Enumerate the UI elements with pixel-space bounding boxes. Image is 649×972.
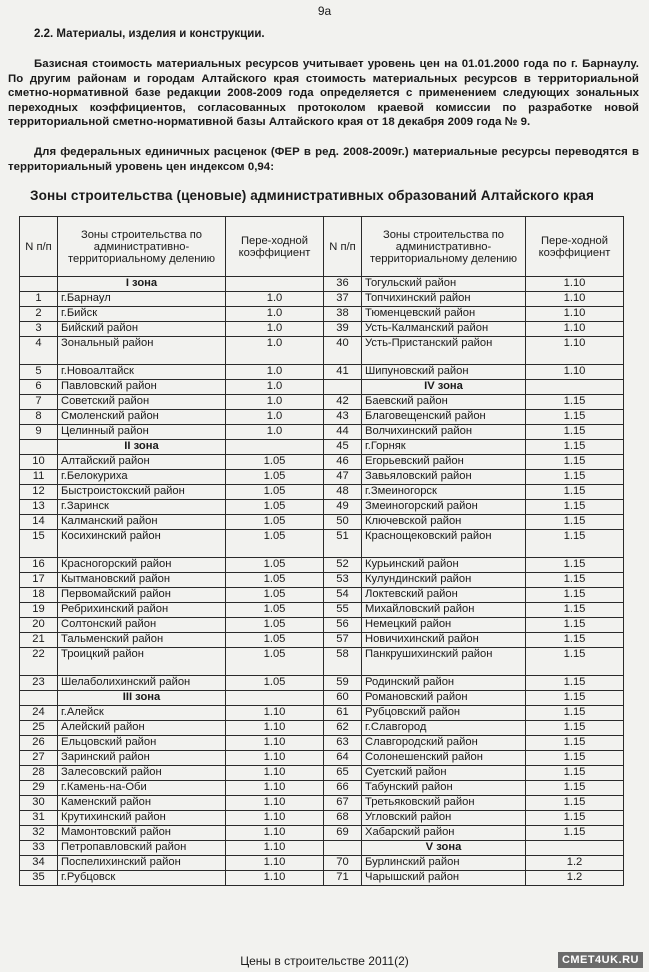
- coefficient: 1.15: [526, 588, 624, 603]
- coefficient: 1.15: [526, 410, 624, 425]
- coefficient: 1.10: [526, 365, 624, 380]
- table-row: [20, 871, 624, 886]
- empty-cell: [226, 277, 324, 292]
- empty-cell: [324, 380, 362, 395]
- district-name: г.Белокуриха: [58, 470, 226, 485]
- table-row: [20, 380, 624, 395]
- coefficient: 1.15: [526, 721, 624, 736]
- district-name: Шипуновский район: [362, 365, 526, 380]
- empty-cell: [526, 380, 624, 395]
- district-name: Благовещенский район: [362, 410, 526, 425]
- empty-cell: [20, 691, 58, 706]
- district-name: Бурлинский район: [362, 856, 526, 871]
- coefficient: 1.15: [526, 395, 624, 410]
- coefficient: 1.05: [226, 530, 324, 558]
- coefficient: 1.10: [226, 826, 324, 841]
- coefficient: 1.2: [526, 856, 624, 871]
- watermark-logo: СМЕТ4UK.RU: [558, 952, 643, 968]
- table-row: [20, 676, 624, 691]
- row-number: 51: [324, 530, 362, 558]
- row-number: 24: [20, 706, 58, 721]
- table-row: [20, 573, 624, 588]
- row-number: 55: [324, 603, 362, 618]
- district-name: Советский район: [58, 395, 226, 410]
- coefficient: 1.15: [526, 706, 624, 721]
- coefficient: 1.0: [226, 380, 324, 395]
- row-number: 32: [20, 826, 58, 841]
- row-number: 2: [20, 307, 58, 322]
- coefficient: 1.0: [226, 307, 324, 322]
- district-name: Алейский район: [58, 721, 226, 736]
- district-name: Солонешенский район: [362, 751, 526, 766]
- row-number: 39: [324, 322, 362, 337]
- table-row: [20, 706, 624, 721]
- coefficient: 1.15: [526, 751, 624, 766]
- coefficient: 1.10: [226, 721, 324, 736]
- table-row: [20, 307, 624, 322]
- coefficient: 1.15: [526, 485, 624, 500]
- row-number: 10: [20, 455, 58, 470]
- district-name: Локтевский район: [362, 588, 526, 603]
- district-name: Мамонтовский район: [58, 826, 226, 841]
- row-number: 13: [20, 500, 58, 515]
- coefficient: 1.10: [226, 796, 324, 811]
- coefficient: 1.2: [526, 871, 624, 886]
- table-row: [20, 440, 624, 455]
- district-name: Поспелихинский район: [58, 856, 226, 871]
- district-name: г.Камень-на-Оби: [58, 781, 226, 796]
- row-number: 49: [324, 500, 362, 515]
- coefficient: 1.10: [226, 781, 324, 796]
- row-number: 50: [324, 515, 362, 530]
- row-number: 28: [20, 766, 58, 781]
- row-number: 8: [20, 410, 58, 425]
- table-row: [20, 648, 624, 676]
- row-number: 56: [324, 618, 362, 633]
- row-number: 63: [324, 736, 362, 751]
- coefficient: 1.15: [526, 766, 624, 781]
- district-name: Немецкий район: [362, 618, 526, 633]
- district-name: Быстроистокский район: [58, 485, 226, 500]
- row-number: 14: [20, 515, 58, 530]
- district-name: Ребрихинский район: [58, 603, 226, 618]
- district-name: г.Алейск: [58, 706, 226, 721]
- table-row: [20, 515, 624, 530]
- table-row: [20, 485, 624, 500]
- empty-cell: [324, 841, 362, 856]
- district-name: Новичихинский район: [362, 633, 526, 648]
- coefficient: 1.15: [526, 603, 624, 618]
- coefficient: 1.0: [226, 365, 324, 380]
- coefficient: 1.05: [226, 500, 324, 515]
- row-number: 36: [324, 277, 362, 292]
- coefficient: 1.10: [526, 307, 624, 322]
- row-number: 58: [324, 648, 362, 676]
- district-name: Баевский район: [362, 395, 526, 410]
- district-name: Усть-Пристанский район: [362, 337, 526, 365]
- table-header-row: [20, 217, 624, 277]
- zones-table: [19, 216, 624, 886]
- district-name: Романовский район: [362, 691, 526, 706]
- table-row: [20, 618, 624, 633]
- district-name: Хабарский район: [362, 826, 526, 841]
- row-number: 35: [20, 871, 58, 886]
- row-number: 11: [20, 470, 58, 485]
- row-number: 5: [20, 365, 58, 380]
- table-row: [20, 811, 624, 826]
- coefficient: 1.10: [226, 751, 324, 766]
- coefficient: 1.15: [526, 781, 624, 796]
- table-row: [20, 766, 624, 781]
- row-number: 47: [324, 470, 362, 485]
- district-name: Смоленский район: [58, 410, 226, 425]
- district-name: Егорьевский район: [362, 455, 526, 470]
- row-number: 60: [324, 691, 362, 706]
- district-name: Змеиногорский район: [362, 500, 526, 515]
- district-name: Чарышский район: [362, 871, 526, 886]
- district-name: Троицкий район: [58, 648, 226, 676]
- page-number: 9а: [317, 4, 332, 18]
- coefficient: 1.05: [226, 648, 324, 676]
- district-name: Волчихинский район: [362, 425, 526, 440]
- row-number: 65: [324, 766, 362, 781]
- table-row: [20, 395, 624, 410]
- coefficient: 1.15: [526, 515, 624, 530]
- header-coef-right: Пере-ходной коэффициент: [526, 217, 624, 277]
- district-name: Славгородский район: [362, 736, 526, 751]
- row-number: 69: [324, 826, 362, 841]
- row-number: 59: [324, 676, 362, 691]
- row-number: 4: [20, 337, 58, 365]
- table-row: [20, 841, 624, 856]
- district-name: Тюменцевский район: [362, 307, 526, 322]
- row-number: 38: [324, 307, 362, 322]
- district-name: г.Горняк: [362, 440, 526, 455]
- paragraph-base-cost: Базисная стоимость материальных ресурсов учитывает уровень цен на 01.01.2000 года по г. Барнаулу. По другим районам и городам Алтайского края стоимость материальных ресурсов в территориальной сметно-нормативной базе редакции 2008-2009 года определяется с применением следующих зональных переходных коэффициентов, согласованных протоколом краевой комиссии по разработке новой территориальной сметно-нормативной базы Алтайского края от 18 декабря 2009 года № 9.: [8, 58, 639, 129]
- coefficient: 1.15: [526, 470, 624, 485]
- coefficient: 1.0: [226, 425, 324, 440]
- district-name: г.Бийск: [58, 307, 226, 322]
- row-number: 48: [324, 485, 362, 500]
- table-row: [20, 365, 624, 380]
- row-number: 52: [324, 558, 362, 573]
- table-row: [20, 455, 624, 470]
- row-number: 7: [20, 395, 58, 410]
- row-number: 61: [324, 706, 362, 721]
- district-name: Топчихинский район: [362, 292, 526, 307]
- row-number: 33: [20, 841, 58, 856]
- coefficient: 1.10: [226, 811, 324, 826]
- zone-heading: V зона: [362, 841, 526, 856]
- coefficient: 1.10: [526, 292, 624, 307]
- district-name: Красногорский район: [58, 558, 226, 573]
- district-name: Калманский район: [58, 515, 226, 530]
- district-name: Тальменский район: [58, 633, 226, 648]
- district-name: Кулундинский район: [362, 573, 526, 588]
- row-number: 64: [324, 751, 362, 766]
- empty-cell: [20, 440, 58, 455]
- row-number: 26: [20, 736, 58, 751]
- coefficient: 1.05: [226, 470, 324, 485]
- district-name: Залесовский район: [58, 766, 226, 781]
- table-caption: Зоны строительства (ценовые) административных образований Алтайского края: [30, 188, 594, 203]
- table-row: [20, 603, 624, 618]
- row-number: 70: [324, 856, 362, 871]
- footer-text: Цены в строительстве 2011(2): [240, 954, 409, 968]
- row-number: 53: [324, 573, 362, 588]
- table-row: [20, 633, 624, 648]
- district-name: Угловский район: [362, 811, 526, 826]
- empty-cell: [20, 277, 58, 292]
- row-number: 3: [20, 322, 58, 337]
- row-number: 27: [20, 751, 58, 766]
- district-name: Павловский район: [58, 380, 226, 395]
- row-number: 45: [324, 440, 362, 455]
- coefficient: 1.10: [526, 322, 624, 337]
- row-number: 37: [324, 292, 362, 307]
- coefficient: 1.10: [526, 277, 624, 292]
- coefficient: 1.10: [526, 337, 624, 365]
- district-name: Рубцовский район: [362, 706, 526, 721]
- coefficient: 1.05: [226, 633, 324, 648]
- table-row: [20, 721, 624, 736]
- empty-cell: [526, 841, 624, 856]
- district-name: Каменский район: [58, 796, 226, 811]
- coefficient: 1.15: [526, 826, 624, 841]
- row-number: 54: [324, 588, 362, 603]
- table-row: [20, 277, 624, 292]
- district-name: Михайловский район: [362, 603, 526, 618]
- district-name: г.Новоалтайск: [58, 365, 226, 380]
- row-number: 15: [20, 530, 58, 558]
- table-row: [20, 292, 624, 307]
- district-name: Ельцовский район: [58, 736, 226, 751]
- row-number: 6: [20, 380, 58, 395]
- district-name: г.Славгород: [362, 721, 526, 736]
- header-zone-right: Зоны строительства по административно-территориальному делению: [362, 217, 526, 277]
- row-number: 34: [20, 856, 58, 871]
- section-title: 2.2. Материалы, изделия и конструкции.: [34, 28, 265, 40]
- row-number: 12: [20, 485, 58, 500]
- table-row: [20, 470, 624, 485]
- zone-heading: I зона: [58, 277, 226, 292]
- coefficient: 1.15: [526, 558, 624, 573]
- coefficient: 1.05: [226, 676, 324, 691]
- coefficient: 1.10: [226, 871, 324, 886]
- district-name: Усть-Калманский район: [362, 322, 526, 337]
- district-name: Третьяковский район: [362, 796, 526, 811]
- row-number: 20: [20, 618, 58, 633]
- zones-table-body: [20, 277, 624, 886]
- zone-heading: IV зона: [362, 380, 526, 395]
- district-name: Суетский район: [362, 766, 526, 781]
- district-name: Петропавловский район: [58, 841, 226, 856]
- district-name: Шелаболихинский район: [58, 676, 226, 691]
- coefficient: 1.15: [526, 676, 624, 691]
- table-row: [20, 322, 624, 337]
- table-row: [20, 751, 624, 766]
- coefficient: 1.15: [526, 573, 624, 588]
- district-name: Тогульский район: [362, 277, 526, 292]
- table-row: [20, 410, 624, 425]
- empty-cell: [226, 440, 324, 455]
- row-number: 9: [20, 425, 58, 440]
- district-name: Бийский район: [58, 322, 226, 337]
- row-number: 71: [324, 871, 362, 886]
- district-name: Заринский район: [58, 751, 226, 766]
- district-name: Краснощековский район: [362, 530, 526, 558]
- row-number: 23: [20, 676, 58, 691]
- row-number: 46: [324, 455, 362, 470]
- zone-heading: II зона: [58, 440, 226, 455]
- coefficient: 1.15: [526, 736, 624, 751]
- district-name: Родинский район: [362, 676, 526, 691]
- district-name: Завьяловский район: [362, 470, 526, 485]
- coefficient: 1.05: [226, 558, 324, 573]
- row-number: 22: [20, 648, 58, 676]
- table-row: [20, 588, 624, 603]
- table-row: [20, 425, 624, 440]
- row-number: 66: [324, 781, 362, 796]
- district-name: Кытмановский район: [58, 573, 226, 588]
- row-number: 31: [20, 811, 58, 826]
- coefficient: 1.15: [526, 648, 624, 676]
- coefficient: 1.15: [526, 691, 624, 706]
- table-row: [20, 530, 624, 558]
- row-number: 17: [20, 573, 58, 588]
- coefficient: 1.10: [226, 736, 324, 751]
- coefficient: 1.10: [226, 766, 324, 781]
- zone-heading: III зона: [58, 691, 226, 706]
- row-number: 30: [20, 796, 58, 811]
- header-coef-left: Пере-ходной коэффициент: [226, 217, 324, 277]
- district-name: г.Заринск: [58, 500, 226, 515]
- header-n-left: N п/п: [20, 217, 58, 277]
- coefficient: 1.15: [526, 500, 624, 515]
- district-name: г.Змеиногорск: [362, 485, 526, 500]
- table-row: [20, 500, 624, 515]
- coefficient: 1.0: [226, 395, 324, 410]
- coefficient: 1.15: [526, 440, 624, 455]
- header-n-right: N п/п: [324, 217, 362, 277]
- table-row: [20, 337, 624, 365]
- row-number: 44: [324, 425, 362, 440]
- coefficient: 1.15: [526, 633, 624, 648]
- coefficient: 1.10: [226, 706, 324, 721]
- coefficient: 1.05: [226, 515, 324, 530]
- table-row: [20, 736, 624, 751]
- coefficient: 1.05: [226, 573, 324, 588]
- coefficient: 1.0: [226, 322, 324, 337]
- coefficient: 1.15: [526, 455, 624, 470]
- district-name: Первомайский район: [58, 588, 226, 603]
- header-zone-left: Зоны строительства по административно-территориальному делению: [58, 217, 226, 277]
- row-number: 43: [324, 410, 362, 425]
- row-number: 68: [324, 811, 362, 826]
- row-number: 41: [324, 365, 362, 380]
- coefficient: 1.15: [526, 425, 624, 440]
- coefficient: 1.05: [226, 588, 324, 603]
- coefficient: 1.10: [226, 841, 324, 856]
- paragraph-fer-index: Для федеральных единичных расценок (ФЕР в ред. 2008-2009г.) материальные ресурсы переводятся в территориальный уровень цен индексом 0,94:: [8, 146, 639, 173]
- coefficient: 1.05: [226, 603, 324, 618]
- coefficient: 1.05: [226, 455, 324, 470]
- table-row: [20, 781, 624, 796]
- coefficient: 1.10: [226, 856, 324, 871]
- coefficient: 1.05: [226, 485, 324, 500]
- coefficient: 1.15: [526, 811, 624, 826]
- district-name: Табунский район: [362, 781, 526, 796]
- district-name: Зональный район: [58, 337, 226, 365]
- row-number: 21: [20, 633, 58, 648]
- district-name: Целинный район: [58, 425, 226, 440]
- row-number: 42: [324, 395, 362, 410]
- row-number: 29: [20, 781, 58, 796]
- table-row: [20, 796, 624, 811]
- row-number: 67: [324, 796, 362, 811]
- empty-cell: [226, 691, 324, 706]
- coefficient: 1.0: [226, 292, 324, 307]
- row-number: 25: [20, 721, 58, 736]
- district-name: Курьинский район: [362, 558, 526, 573]
- row-number: 1: [20, 292, 58, 307]
- table-row: [20, 826, 624, 841]
- row-number: 40: [324, 337, 362, 365]
- district-name: Косихинский район: [58, 530, 226, 558]
- table-row: [20, 691, 624, 706]
- coefficient: 1.15: [526, 618, 624, 633]
- coefficient: 1.15: [526, 530, 624, 558]
- table-row: [20, 558, 624, 573]
- row-number: 19: [20, 603, 58, 618]
- coefficient: 1.15: [526, 796, 624, 811]
- table-row: [20, 856, 624, 871]
- district-name: г.Рубцовск: [58, 871, 226, 886]
- row-number: 18: [20, 588, 58, 603]
- row-number: 57: [324, 633, 362, 648]
- coefficient: 1.05: [226, 618, 324, 633]
- coefficient: 1.0: [226, 337, 324, 365]
- district-name: Панкрушихинский район: [362, 648, 526, 676]
- coefficient: 1.0: [226, 410, 324, 425]
- row-number: 62: [324, 721, 362, 736]
- district-name: Крутихинский район: [58, 811, 226, 826]
- row-number: 16: [20, 558, 58, 573]
- district-name: г.Барнаул: [58, 292, 226, 307]
- district-name: Ключевской район: [362, 515, 526, 530]
- district-name: Солтонский район: [58, 618, 226, 633]
- district-name: Алтайский район: [58, 455, 226, 470]
